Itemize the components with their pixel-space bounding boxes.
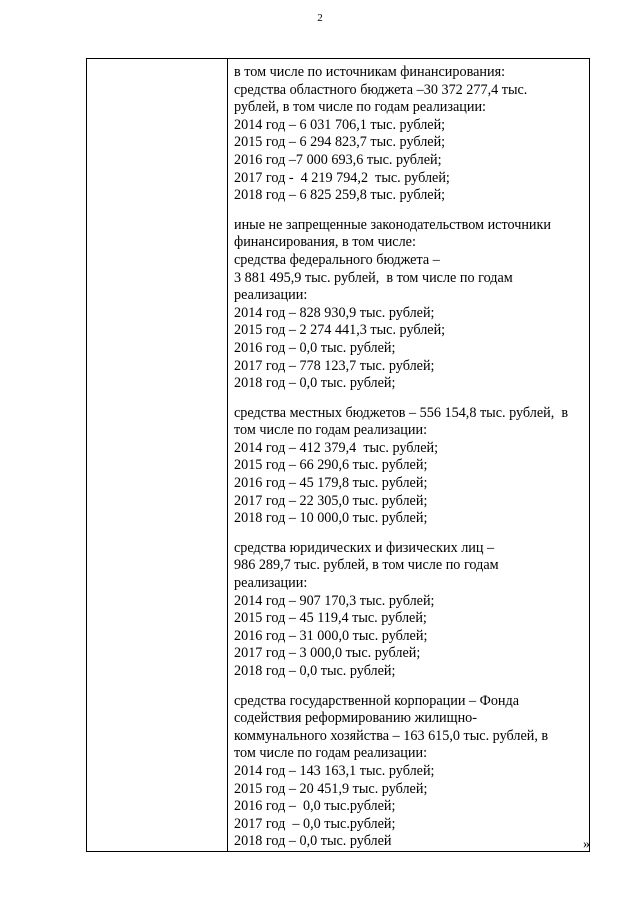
text-line: 2016 год – 31 000,0 тыс. рублей; xyxy=(234,627,428,644)
text-line: рублей, в том числе по годам реализации: xyxy=(234,99,486,116)
text-line: 2017 год - 4 219 794,2 тыс. рублей; xyxy=(234,169,450,186)
text-line: реализации: xyxy=(234,287,308,304)
text-line: средства федерального бюджета – xyxy=(234,251,440,268)
text-line: 2014 год – 6 031 706,1 тыс. рублей; xyxy=(234,116,446,133)
housing-fund-block xyxy=(234,693,589,851)
closing-quote-mark: » xyxy=(583,837,590,852)
text-line: 2014 год – 828 930,9 тыс. рублей; xyxy=(234,304,435,321)
text-line: 2018 год – 0,0 тыс. рублей; xyxy=(234,663,396,679)
text-line: 986 289,7 тыс. рублей, в том числе по годам xyxy=(234,557,499,574)
text-line: 2015 год – 6 294 823,7 тыс. рублей; xyxy=(234,134,446,151)
text-line: средства государственной корпорации – Фонда xyxy=(234,692,520,709)
text-line: 2018 год – 0,0 тыс. рублей xyxy=(234,833,392,850)
text-line: 2017 год – 22 305,0 тыс. рублей; xyxy=(234,492,428,509)
text-line: 2015 год – 66 290,6 тыс. рублей; xyxy=(234,457,428,474)
text-line: 2018 год – 0,0 тыс. рублей; xyxy=(234,375,396,392)
text-line: 2016 год –7 000 693,6 тыс. рублей; xyxy=(234,151,442,168)
text-line: 2015 год – 45 119,4 тыс. рублей; xyxy=(234,610,427,627)
regional-budget-block xyxy=(234,64,589,205)
text-line: средства местных бюджетов – 556 154,8 тыс. рублей, в xyxy=(234,404,569,421)
text-line: том числе по годам реализации: xyxy=(234,745,428,762)
text-line: реализации: xyxy=(234,575,308,592)
label-cell xyxy=(87,59,228,852)
text-line: 2017 год – 3 000,0 тыс. рублей; xyxy=(234,645,421,662)
text-line: иные не запрещенные законодательством источники xyxy=(234,216,551,233)
text-line: 2014 год – 143 163,1 тыс. рублей; xyxy=(234,762,435,779)
text-line: содействия реформированию жилищно- xyxy=(234,710,477,727)
text-line: в том числе по источникам финансирования: xyxy=(234,64,506,80)
text-line: 2016 год – 45 179,8 тыс. рублей; xyxy=(234,475,428,492)
text-line: 2016 год – 0,0 тыс.рублей; xyxy=(234,798,396,815)
text-line: 2016 год – 0,0 тыс. рублей; xyxy=(234,339,396,356)
page-number: 2 xyxy=(317,12,323,24)
text-line: 2018 год – 10 000,0 тыс. рублей; xyxy=(234,510,428,527)
text-line: финансирования, в том числе: xyxy=(234,234,416,251)
text-line: средства областного бюджета –30 372 277,4 тыс. xyxy=(234,81,528,98)
legal-entities-block xyxy=(234,540,589,681)
text-line: 2014 год – 907 170,3 тыс. рублей; xyxy=(234,592,435,609)
text-line: коммунального хозяйства – 163 615,0 тыс. рублей, в xyxy=(234,727,549,744)
local-budget-block xyxy=(234,405,589,528)
funding-table xyxy=(86,58,590,852)
text-line: 2018 год – 6 825 259,8 тыс. рублей; xyxy=(234,187,446,204)
content-cell xyxy=(228,59,590,852)
text-line: том числе по годам реализации: xyxy=(234,422,428,439)
table-row xyxy=(87,59,590,852)
text-line: 2017 год – 0,0 тыс.рублей; xyxy=(234,815,396,832)
text-line: 2015 год – 2 274 441,3 тыс. рублей; xyxy=(234,322,446,339)
text-line: средства юридических и физических лиц – xyxy=(234,539,495,556)
text-line: 2014 год – 412 379,4 тыс. рублей; xyxy=(234,439,439,456)
text-line: 2015 год – 20 451,9 тыс. рублей; xyxy=(234,780,428,797)
text-line: 3 881 495,9 тыс. рублей, в том числе по годам xyxy=(234,269,513,286)
federal-budget-block xyxy=(234,217,589,393)
text-line: 2017 год – 778 123,7 тыс. рублей; xyxy=(234,357,435,374)
